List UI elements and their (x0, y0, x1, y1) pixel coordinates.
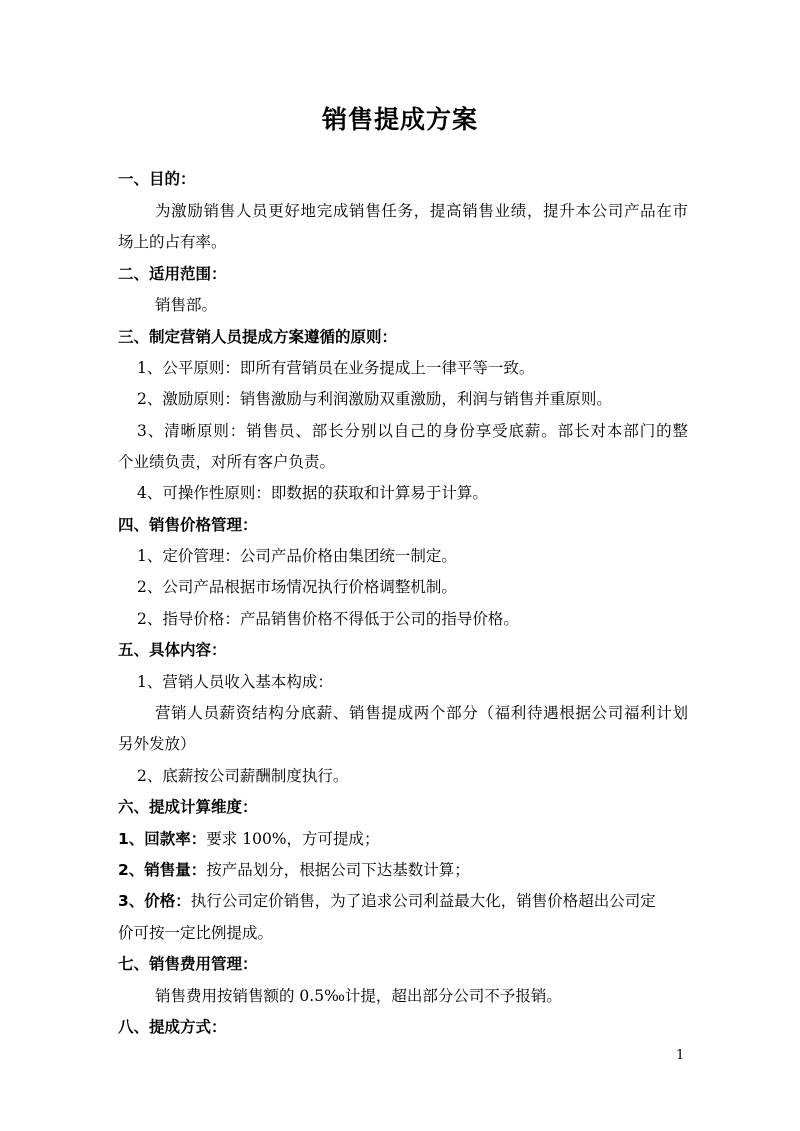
paragraph-purpose-line2: 场上的占有率。 (118, 233, 227, 251)
section-heading-expense-management: 七、销售费用管理： (118, 955, 258, 973)
dimension-sales-volume-text: 按产品划分，根据公司下达基数计算； (206, 861, 470, 879)
document-title: 销售提成方案 (321, 105, 478, 134)
details-item-base-salary: 2、底薪按公司薪酬制度执行。 (137, 767, 349, 785)
paragraph-scope: 销售部。 (155, 296, 218, 314)
section-heading-price-management: 四、销售价格管理： (118, 516, 258, 534)
principle-clarity-line1: 3、清晰原则：销售员、部长分别以自己的身份享受底薪。部长对本部门的整 (137, 422, 688, 440)
principle-incentive: 2、激励原则：销售激励与利润激励双重激励，利润与销售并重原则。 (137, 390, 612, 408)
details-paragraph-line1: 营销人员薪资结构分底薪、销售提成两个部分（福利待遇根据公司福利计划 (155, 704, 688, 722)
price-item-guide: 2、指导价格：产品销售价格不得低于公司的指导价格。 (137, 610, 519, 628)
principle-clarity-line2: 个业绩负责，对所有客户负责。 (118, 453, 336, 471)
dimension-collection-rate-label: 1、回款率： (118, 830, 207, 848)
section-heading-commission-method: 八、提成方式： (118, 1018, 227, 1036)
principle-fairness: 1、公平原则：即所有营销员在业务提成上一律平等一致。 (137, 359, 535, 377)
dimension-price (118, 890, 688, 912)
dimension-price-line2: 价可按一定比例提成。 (118, 924, 274, 942)
section-heading-scope: 二、适用范围： (118, 265, 227, 283)
principle-operability: 4、可操作性原则：即数据的获取和计算易于计算。 (137, 484, 488, 502)
details-paragraph-line2: 另外发放） (118, 735, 196, 753)
dimension-price-label: 3、价格： (118, 892, 191, 910)
section-heading-commission-dimensions: 六、提成计算维度： (118, 798, 258, 816)
dimension-sales-volume (118, 859, 688, 881)
dimension-sales-volume-label: 2、销售量： (118, 861, 207, 879)
section-heading-details: 五、具体内容： (118, 641, 227, 659)
section-heading-purpose: 一、目的： (118, 170, 196, 188)
page-number: 1 (676, 1048, 685, 1063)
section-heading-principles: 三、制定营销人员提成方案遵循的原则： (118, 328, 398, 346)
paragraph-purpose-line1: 为激励销售人员更好地完成销售任务，提高销售业绩，提升本公司产品在市 (155, 202, 688, 220)
dimension-collection-rate-text: 要求 100%，方可提成； (206, 830, 380, 848)
dimension-collection-rate (118, 828, 688, 850)
details-item-income: 1、营销人员收入基本构成： (137, 673, 333, 691)
price-item-pricing: 1、定价管理：公司产品价格由集团统一制定。 (137, 547, 457, 565)
dimension-price-text: 执行公司定价销售，为了追求公司利益最大化，销售价格超出公司定 (190, 892, 656, 910)
price-item-adjustment: 2、公司产品根据市场情况执行价格调整机制。 (137, 578, 457, 596)
paragraph-expense: 销售费用按销售额的 0.5‰计提，超出部分公司不予报销。 (155, 987, 562, 1005)
